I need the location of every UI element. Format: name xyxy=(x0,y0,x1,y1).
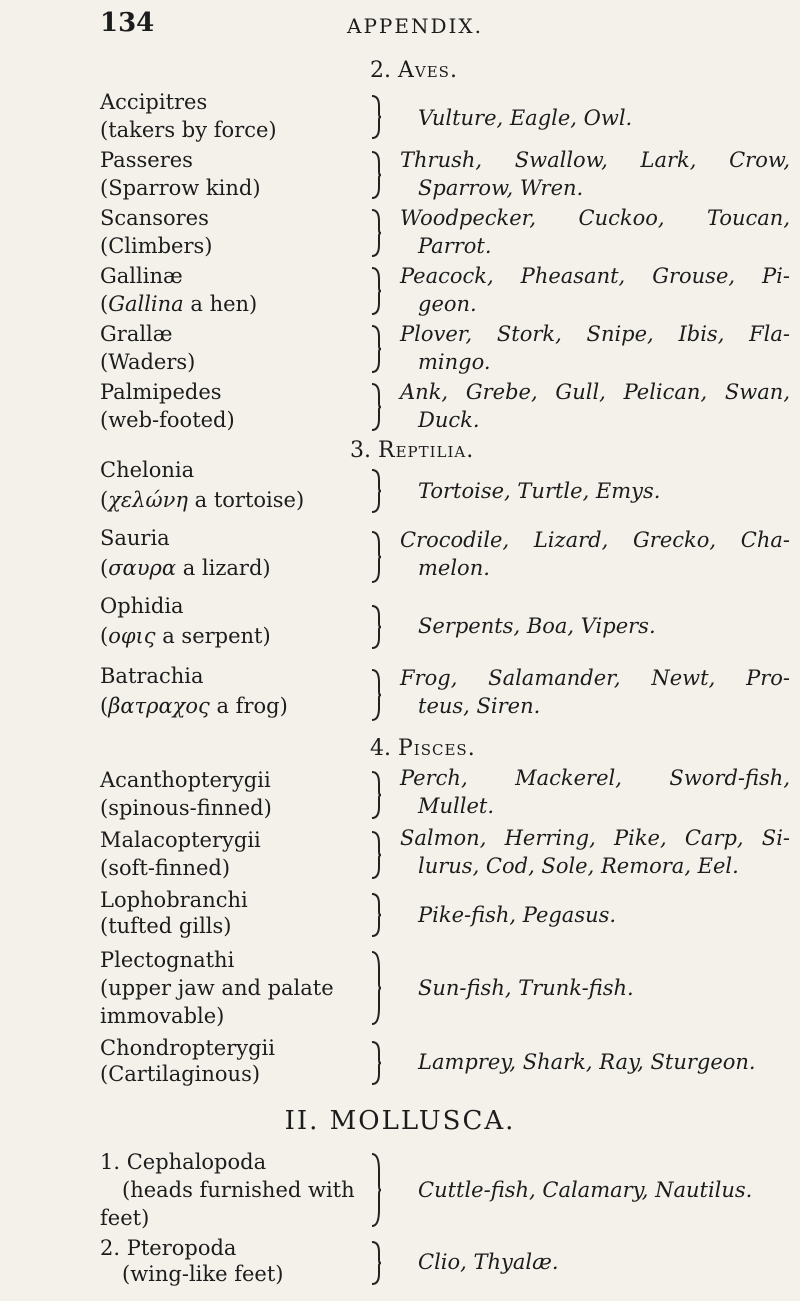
running-head: APPENDIX. xyxy=(347,14,483,38)
order-desc: (χελώνη a tortoise) xyxy=(100,488,305,512)
order-members: Tortoise, Turtle, Emys. xyxy=(418,479,661,503)
class-members: Cuttle-fish, Calamary, Nautilus. xyxy=(418,1178,753,1202)
order-name: Sauria xyxy=(100,526,170,550)
order-name: Lophobranchi xyxy=(100,888,248,912)
order-members: Vulture, Eagle, Owl. xyxy=(418,106,633,130)
order-desc: (spinous-finned) xyxy=(100,796,272,820)
order-desc: (Gallina a hen) xyxy=(100,292,258,316)
brace xyxy=(370,530,380,584)
order-desc: (upper jaw and palate xyxy=(100,976,334,1000)
order-members: Perch, Mackerel, Sword-fish, Mullet. xyxy=(400,766,790,818)
order-name: Plectognathi xyxy=(100,948,235,972)
brace xyxy=(370,1240,380,1286)
section-heading-aves: 2. Aves. xyxy=(370,58,458,83)
order-desc: (Sparrow kind) xyxy=(100,176,261,200)
order-desc: (tufted gills) xyxy=(100,914,232,938)
brace xyxy=(370,382,380,432)
page-number: 134 xyxy=(100,8,155,38)
brace xyxy=(370,1040,380,1086)
order-desc: (web-footed) xyxy=(100,408,235,432)
order-name: Scansores xyxy=(100,206,209,230)
order-members: Plover, Stork, Snipe, Ibis, Fla- mingo. xyxy=(400,322,790,374)
order-members: Peacock, Pheasant, Grouse, Pi- geon. xyxy=(400,264,790,316)
order-name: Chelonia xyxy=(100,458,195,482)
order-desc: (οφις a serpent) xyxy=(100,624,271,648)
order-name: Gallinæ xyxy=(100,264,183,288)
order-desc: (βατραχος a frog) xyxy=(100,694,288,718)
order-name: Chondropterygii xyxy=(100,1036,275,1060)
order-members: Sun-fish, Trunk-fish. xyxy=(418,976,634,1000)
class-desc: (heads furnished with xyxy=(122,1178,355,1202)
order-desc: immovable) xyxy=(100,1004,225,1028)
brace xyxy=(370,94,380,140)
order-members: Crocodile, Lizard, Grecko, Cha- melon. xyxy=(400,528,790,580)
section-heading-pisces: 4. Pisces. xyxy=(370,736,476,761)
brace xyxy=(370,208,380,258)
class-name: 1. Cephalopoda xyxy=(100,1150,267,1174)
brace xyxy=(370,468,380,514)
order-members: Lamprey, Shark, Ray, Sturgeon. xyxy=(418,1050,756,1074)
brace xyxy=(370,830,380,880)
brace xyxy=(370,150,380,200)
order-desc: (soft-finned) xyxy=(100,856,231,880)
class-desc: feet) xyxy=(100,1206,150,1230)
section-heading-reptilia: 3. Reptilia. xyxy=(350,438,475,463)
order-name: Passeres xyxy=(100,148,193,172)
brace xyxy=(370,770,380,820)
order-members: Salmon, Herring, Pike, Carp, Si- lurus, Cod, Sole, Remora, Eel. xyxy=(400,826,790,878)
brace xyxy=(370,668,380,722)
order-desc: (Climbers) xyxy=(100,234,213,258)
order-name: Acanthopterygii xyxy=(100,768,271,792)
order-name: Ophidia xyxy=(100,594,184,618)
order-name: Malacopterygii xyxy=(100,828,261,852)
order-members: Ank, Grebe, Gull, Pelican, Swan, Duck. xyxy=(400,380,790,432)
brace xyxy=(370,892,380,938)
brace xyxy=(370,950,380,1026)
order-members: Pike-fish, Pegasus. xyxy=(418,903,617,927)
order-name: Grallæ xyxy=(100,322,173,346)
order-members: Woodpecker, Cuckoo, Toucan, Parrot. xyxy=(400,206,790,258)
order-desc: (Cartilaginous) xyxy=(100,1062,261,1086)
brace xyxy=(370,324,380,374)
order-name: Palmipedes xyxy=(100,380,222,404)
order-name: Accipitres xyxy=(100,90,208,114)
order-name: Batrachia xyxy=(100,664,204,688)
order-desc: (Waders) xyxy=(100,350,196,374)
section-heading-mollusca: II. MOLLUSCA. xyxy=(284,1106,516,1136)
class-members: Clio, Thyalæ. xyxy=(418,1250,559,1274)
class-name: 2. Pteropoda xyxy=(100,1236,237,1260)
order-members: Thrush, Swallow, Lark, Crow, Sparrow, Wren. xyxy=(400,148,790,200)
order-desc: (σαυρα a lizard) xyxy=(100,556,271,580)
class-desc: (wing-like feet) xyxy=(122,1262,284,1286)
brace xyxy=(370,266,380,316)
order-members: Frog, Salamander, Newt, Pro- teus, Siren. xyxy=(400,666,790,718)
order-desc: (takers by force) xyxy=(100,118,277,142)
order-members: Serpents, Boa, Vipers. xyxy=(418,614,656,638)
brace xyxy=(370,604,380,650)
brace xyxy=(370,1152,380,1228)
